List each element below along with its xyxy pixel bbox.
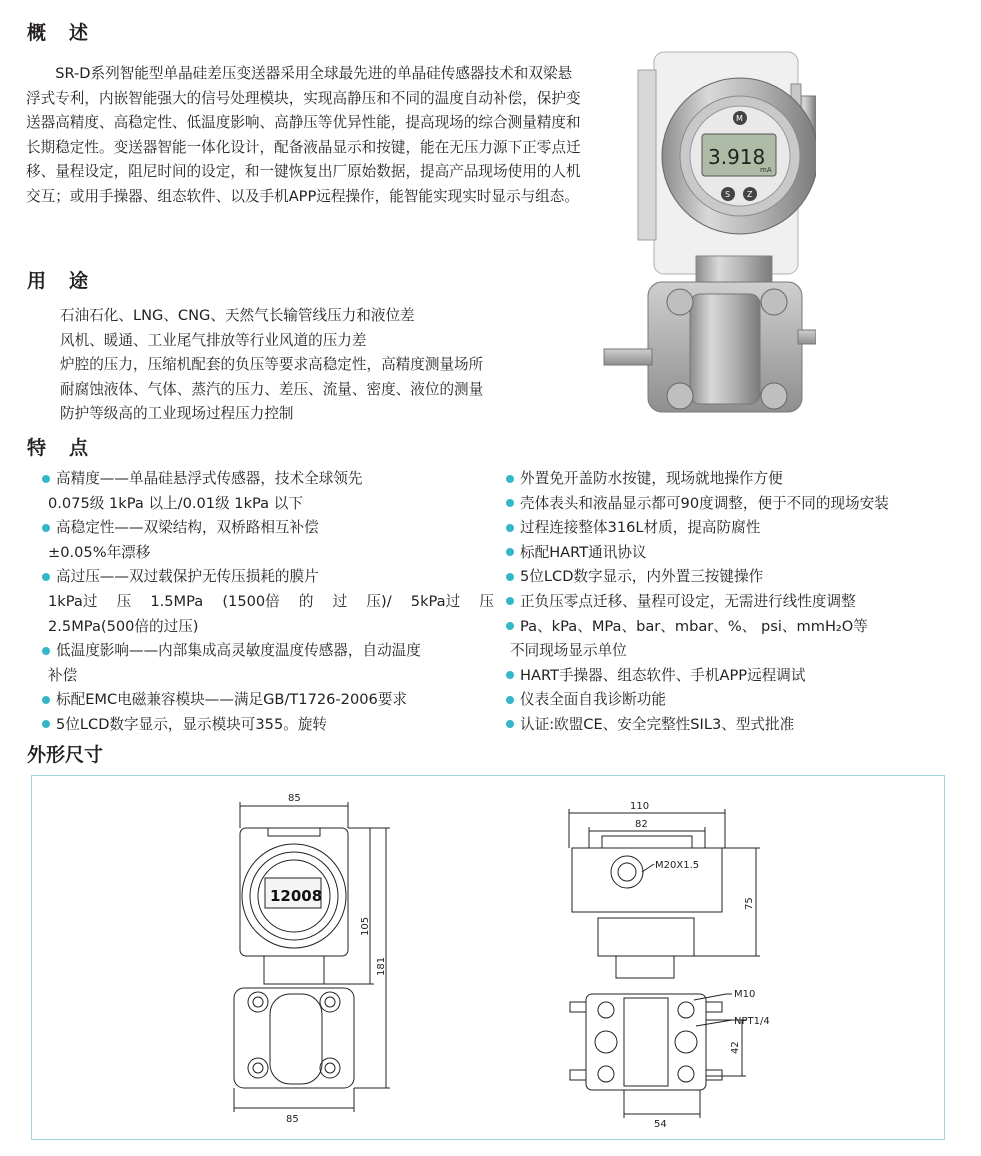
dim-side-54: 54 <box>654 1119 667 1130</box>
bullet-icon <box>506 696 514 704</box>
bullet-icon <box>506 671 514 679</box>
product-photo <box>598 44 816 444</box>
bullet-icon <box>42 475 50 483</box>
m10-label: M10 <box>734 989 756 1000</box>
dim-front-bottom: 85 <box>286 1114 299 1125</box>
housing-side <box>638 70 656 240</box>
feature-item-cont: 2.5MPa(500倍的过压) <box>48 617 199 635</box>
bolt-icon <box>667 383 693 409</box>
bullet-icon <box>42 720 50 728</box>
npt-label: NPT1/4 <box>734 1016 770 1027</box>
bolt-icon <box>761 383 787 409</box>
bullet-icon <box>506 524 514 532</box>
svg-text:M: M <box>736 114 743 123</box>
front-view <box>234 802 390 1112</box>
features-left <box>38 467 508 738</box>
lcd-unit: mA <box>760 166 772 174</box>
features-right <box>502 467 972 738</box>
vent-valve <box>798 330 816 344</box>
overview-heading: 概 述 <box>27 22 91 44</box>
dimensions-heading: 外形尺寸 <box>27 744 104 766</box>
dim-front-181: 181 <box>376 956 387 976</box>
bullet-icon <box>506 548 514 556</box>
feature-item-cont: 补偿 <box>48 666 78 684</box>
feature-item: 标配HART通讯协议 <box>502 541 972 566</box>
feature-item: 5位LCD数字显示，显示模块可355。旋转 <box>38 713 508 738</box>
bullet-icon <box>42 647 50 655</box>
bullet-icon <box>506 597 514 605</box>
dim-side-82: 82 <box>635 819 648 830</box>
bullet-icon <box>506 622 514 630</box>
feature-item-cont: 不同现场显示单位 <box>510 642 627 660</box>
features-heading: 特 点 <box>27 437 91 459</box>
dim-front-105: 105 <box>360 916 371 936</box>
overview-text: SR-D系列智能型单晶硅差压变送器采用全球最先进的单晶硅传感器技术和双梁悬浮式专利，内嵌智能强大的信号处理模块，实现高静压和不同的温度自动补偿，保护变送器高精度、高稳定性、低温度影响、高静压等优异性能，提高现场的综合测量精度和长期稳定性。变送器智能一体化设计，配备液晶显示和按键，能在无压力源下正零点迁移、量程设定，阻尼时间的设定，和一键恢复出厂原始数据，提高产品现场使用的人机交互；或用手操器、组态软件、以及手机APP远程操作，能智能实现实时显示与组态。 <box>26 65 581 205</box>
bullet-icon <box>42 524 50 532</box>
dim-side-75: 75 <box>744 897 755 910</box>
svg-text:Z: Z <box>747 190 753 199</box>
dimensions-frame <box>31 775 945 1140</box>
feature-item: 高稳定性——双梁结构，双桥路相互补偿 <box>38 516 508 541</box>
usage-line: 石油石化、LNG、CNG、天然气长输管线压力和液位差 <box>60 307 415 324</box>
feature-item: 标配EMC电磁兼容模块——满足GB/T1726-2006要求 <box>38 688 508 713</box>
feature-item: 正负压零点迁移、量程可设定，无需进行线性度调整 <box>502 590 972 615</box>
bullet-icon <box>506 475 514 483</box>
usage-list <box>60 304 580 427</box>
side-view <box>569 809 760 1118</box>
feature-item: 低温度影响——内部集成高灵敏度温度传感器，自动温度 <box>38 639 508 664</box>
front-lcd-value: 12008 <box>270 887 323 905</box>
feature-item: 高精度——单晶硅悬浮式传感器，技术全球领先 <box>38 467 508 492</box>
bullet-icon <box>42 696 50 704</box>
dim-side-110: 110 <box>630 801 650 812</box>
lcd-value: 3.918 <box>708 145 766 169</box>
bullet-icon <box>42 573 50 581</box>
feature-item: 5位LCD数字显示，内外置三按键操作 <box>502 565 972 590</box>
dim-side-42: 42 <box>730 1041 741 1054</box>
usage-line: 炉腔的压力，压缩机配套的负压等要求高稳定性，高精度测量场所 <box>60 356 484 374</box>
feature-item: HART手操器、组态软件、手机APP远程调试 <box>502 664 972 689</box>
feature-item-cont: 1kPa过 压 1.5MPa (1500倍 的 过 压)/ 5kPa过 压 <box>48 592 494 610</box>
feature-item-cont: ±0.05%年漂移 <box>48 543 151 561</box>
feature-item: 过程连接整体316L材质，提高防腐性 <box>502 516 972 541</box>
bullet-icon <box>506 573 514 581</box>
usage-line: 耐腐蚀液体、气体、蒸汽的压力、差压、流量、密度、液位的测量 <box>60 380 484 398</box>
vent-valve <box>604 349 652 365</box>
svg-text:S: S <box>725 190 731 199</box>
thread-label: M20X1.5 <box>655 860 700 871</box>
feature-item: 外置免开盖防水按键，现场就地操作方便 <box>502 467 972 492</box>
usage-heading: 用 途 <box>27 270 91 292</box>
feature-item: 仪表全面自我诊断功能 <box>502 688 972 713</box>
bolt-icon <box>761 289 787 315</box>
usage-line: 风机、暖通、工业尾气排放等行业风道的压力差 <box>60 331 367 349</box>
feature-item: 认证:欧盟CE、安全完整性SIL3、型式批准 <box>502 713 972 738</box>
usage-line: 防护等级高的工业现场过程压力控制 <box>60 405 294 423</box>
feature-item: 壳体表头和液晶显示都可90度调整，便于不同的现场安装 <box>502 492 972 517</box>
bolt-icon <box>667 289 693 315</box>
dim-front-top: 85 <box>288 793 301 804</box>
feature-item: Pa、kPa、MPa、bar、mbar、%、 psi、mmH₂O等 <box>502 615 972 640</box>
feature-item: 高过压——双过载保护无传压损耗的膜片 <box>38 565 508 590</box>
dimension-drawings <box>32 776 944 1139</box>
bullet-icon <box>506 499 514 507</box>
bullet-icon <box>506 720 514 728</box>
feature-item-cont: 0.075级 1kPa 以上/0.01级 1kPa 以下 <box>48 494 303 512</box>
